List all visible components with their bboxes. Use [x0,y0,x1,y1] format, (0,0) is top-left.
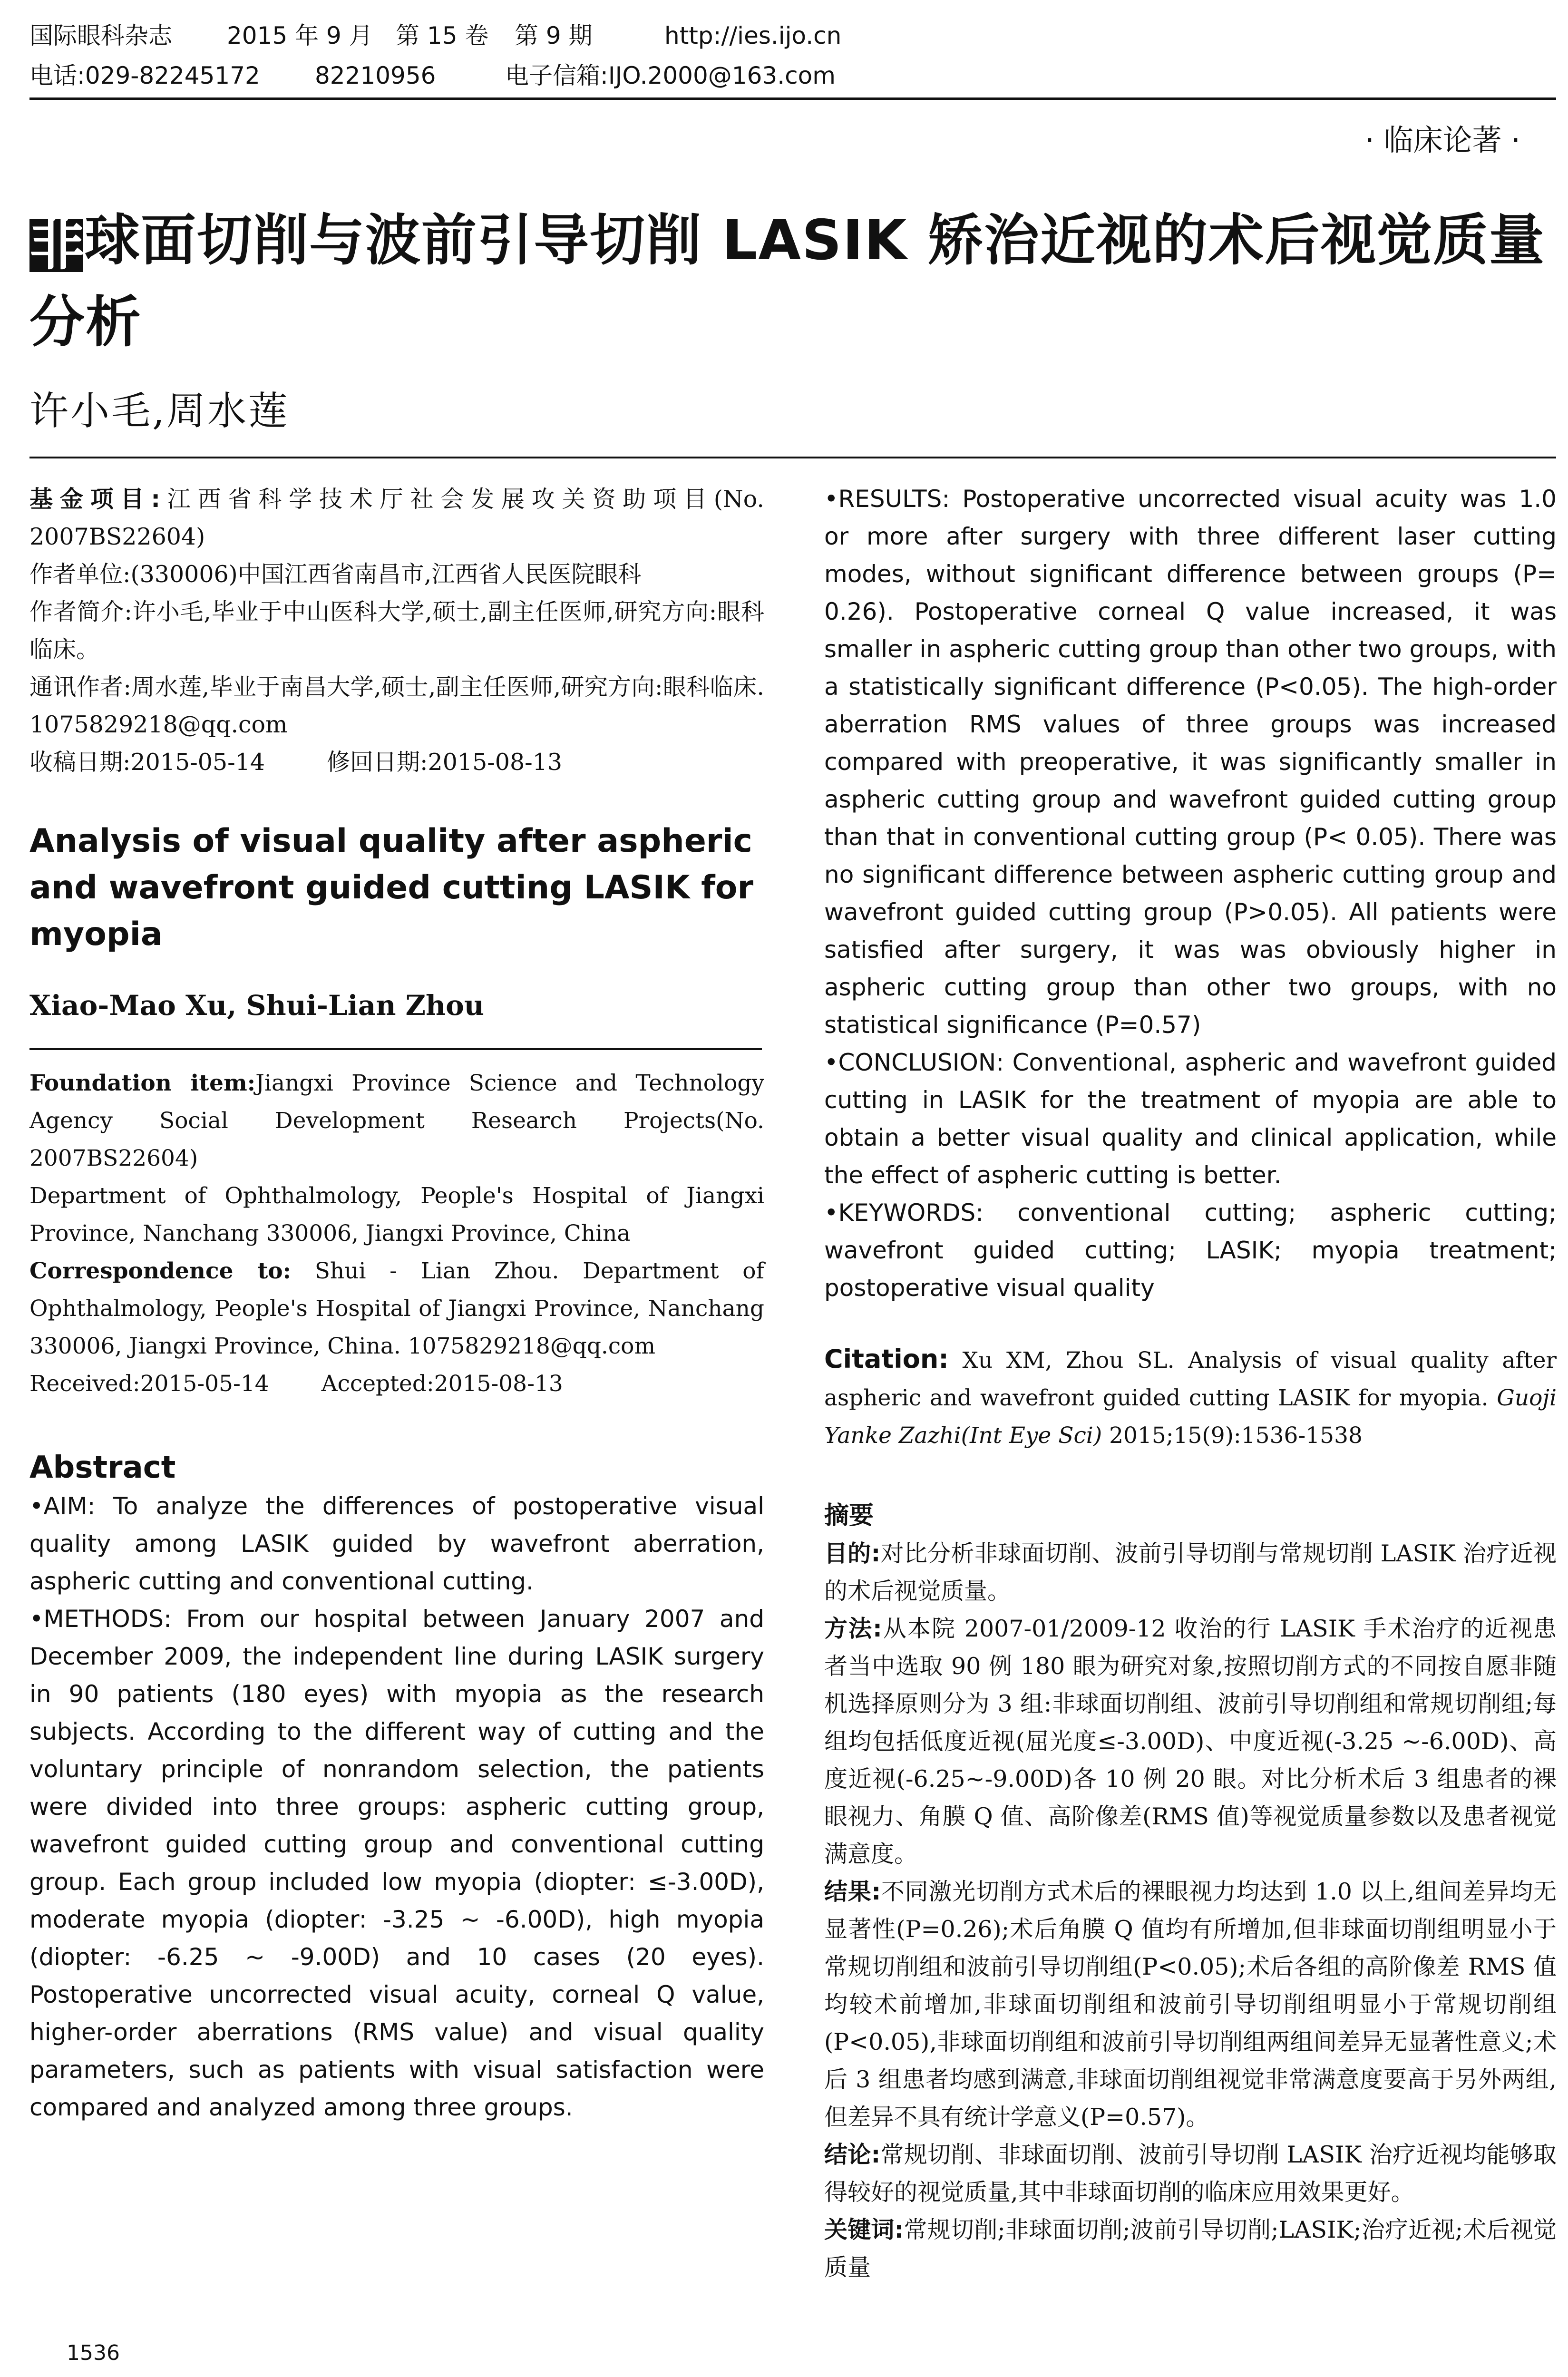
cn-conclusion-label: 结论: [824,2141,881,2168]
keywords-label: KEYWORDS: [838,1199,984,1227]
issue-date: 2015 年 9 月 [227,22,373,49]
section-label: · 临床论著 · [1365,123,1520,157]
chinese-abstract [824,1497,1557,2286]
title-text: 球面切削与波前引导切削 LASIK 矫治近视的术后视觉质量分析 [29,208,1546,354]
foundation-cn: 江西省科学技术厅社会发展攻关资助项目(No. 2007BS22604) [29,486,764,550]
right-column [824,480,1557,2286]
english-title: Analysis of visual quality after aspheric and wavefront guided cutting LASIK for myopia [29,822,753,953]
english-meta [29,1064,764,1403]
phone: 电话:029-82245172 [29,62,260,89]
cn-results-text: 不同激光切削方式术后的裸眼视力均达到 1.0 以上,组间差异均无显著性(P=0.26);术后角膜 Q 值均有所增加,但非球面切削组明显小于常规切削组和波前引导切削组(P<0.05);术后各组的高阶像差 RMS 值均较术前增加,非球面切削组和波前引导切削组明显小于常规切削组(P<0.05),非球面切削组和波前引导切削组两组间差异无显著性意义;术后 3 组患者均感到满意,非球面切削组视觉非常满意度要高于另外两组,但差异不具有统计学意义(P=0.57)。 [824,1878,1557,2131]
header-rule [29,97,1556,100]
foundation-label-en: Foundation item: [29,1070,256,1096]
journal-url: http://ies.ijo.cn [664,22,842,49]
conclusion-text: Conventional, aspheric and wavefront guided cutting in LASIK for the treatment of myopia are able to obtain a better visual quality and clinical application, while the effect of aspheric cutting is better. [824,1049,1557,1189]
english-abstract-part-2 [824,480,1557,1307]
department-en: Department of Ophthalmology, People's Hospital of Jiangxi Province, Nanchang 330006, Jiangxi Province, China [29,1183,764,1247]
issue: 第 9 期 [515,22,593,49]
title-initial-mark: 非 [29,213,86,277]
english-abstract-part-1 [29,1488,764,2126]
chinese-abstract-heading: 摘要 [824,1501,874,1530]
methods-label: METHODS: [43,1605,172,1633]
cn-aim-text: 对比分析非球面切削、波前引导切削与常规切削 LASIK 治疗近视的术后视觉质量。 [824,1540,1557,1605]
cn-methods-label: 方法: [824,1615,882,1642]
cn-methods-text: 从本院 2007-01/2009-12 收治的行 LASIK 手术治疗的近视患者当中选取 90 例 180 眼为研究对象,按照切削方式的不同按自愿非随机选择原则分为 3 组:非球面切削组、波前引导切削组和常规切削组;每组均包括低度近视(屈光度≤-3.00D)、中度近视(-3.25 ~-6.00D)、高度近视(-6.25~-9.00D)各 10 例 20 眼。对比分析术后 3 组患者的裸眼视力、角膜 Q 值、高阶像差(RMS 值)等视觉质量参数以及患者视觉满意度。 [824,1615,1557,1868]
authors-rule [29,1048,762,1050]
left-column [29,480,764,2126]
citation-journal: Guoji Yanke Zazhi(Int Eye Sci) [824,1385,1557,1449]
author-intro-cn: 作者简介:许小毛,毕业于中山医科大学,硕士,副主任医师,研究方向:眼科临床。 [29,598,764,663]
results-label: RESULTS: [838,485,950,513]
received-en: Received:2015-05-14 [29,1371,269,1397]
email: 电子信箱:IJO.2000@163.com [505,62,836,89]
citation-ref: 2015;15(9):1536-1538 [1109,1422,1363,1449]
author-unit-cn: 作者单位:(330006)中国江西省南昌市,江西省人民医院眼科 [29,561,642,588]
abstract-heading: Abstract [29,1450,176,1485]
foundation-en: Jiangxi Province Science and Technology Agency Social Development Research Projects(No. 2007BS22604) [29,1070,765,1171]
volume: 第 15 卷 [396,22,489,49]
english-authors: Xiao-Mao Xu, Shui-Lian Zhou [29,989,485,1022]
correspondence-label-en: Correspondence to: [29,1258,292,1284]
aim-text: To analyze the differences of postoperative visual quality among LASIK guided by wavefront aberration, aspheric cutting and conventional cutting. [29,1492,764,1595]
page-number: 1536 [67,2341,120,2365]
correspondence-cn: 通讯作者:周水莲,毕业于南昌大学,硕士,副主任医师,研究方向:眼科临床. 1075829218@qq.com [29,673,764,738]
keywords-text: conventional cutting; aspheric cutting; wavefront guided cutting; LASIK; myopia treatment; postoperative visual quality [824,1199,1557,1302]
citation [824,1340,1557,1454]
conclusion-label: CONCLUSION: [838,1049,1004,1076]
cn-keywords-label: 关键词: [824,2216,904,2243]
journal-name: 国际眼科杂志 [29,22,172,49]
correspondence-en: Shui - Lian Zhou. Department of Ophthalmology, People's Hospital of Jiangxi Province, Nanchang 330006, Jiangxi Province, China. 1075829218@qq.com [29,1258,764,1359]
cn-keywords-text: 常规切削;非球面切削;波前引导切削;LASIK;治疗近视;术后视觉质量 [824,2216,1557,2281]
cn-aim-label: 目的: [824,1540,881,1567]
citation-label: Citation: [824,1344,949,1374]
cn-conclusion-text: 常规切削、非球面切削、波前引导切削 LASIK 治疗近视均能够取得较好的视觉质量,其中非球面切削的临床应用效果更好。 [824,2141,1557,2206]
methods-text: From our hospital between January 2007 and December 2009, the independent line during LASIK surgery in 90 patients (180 eyes) with myopia as the research subjects. According to the different way of cutting and the voluntary principle of nonrandom selection, the patients were divided into three groups: aspheric cutting group, wavefront guided cutting group and conventional cutting group. Each group included low myopia (diopter: ≤-3.00D), moderate myopia (diopter: -3.25 ~ -6.00D), high myopia (diopter: -6.25 ~ -9.00D) and 10 cases (20 eyes). Postoperative uncorrected visual acuity, corneal Q value, higher-order aberrations (RMS value) and visual quality parameters, such as patients with visual satisfaction were compared and analyzed among three groups. [29,1605,764,2121]
revised-cn: 修回日期:2015-08-13 [327,749,563,776]
received-cn: 收稿日期:2015-05-14 [29,749,265,776]
accepted-en: Accepted:2015-08-13 [321,1371,563,1397]
foundation-label-cn: 基金项目: [29,486,160,513]
cn-results-label: 结果: [824,1878,881,1905]
aim-label: AIM: [43,1492,96,1520]
authors-chinese: 许小毛,周水莲 [29,389,290,434]
title-rule [29,457,1556,458]
article-title [29,200,1561,363]
citation-text: Xu XM, Zhou SL. Analysis of visual quality after aspheric and wavefront guided cutting LASIK for myopia. [824,1347,1557,1411]
results-text: Postoperative uncorrected visual acuity was 1.0 or more after surgery with three different laser cutting modes, without significant difference between groups (P= 0.26). Postoperative corneal Q value increased, it was smaller in aspheric cutting group than other two groups, with a statistically significant difference (P<0.05). The high-order aberration RMS values of three groups was increased compared with preoperative, it was significantly smaller in aspheric cutting group and wavefront guided cutting group than that in conventional cutting group (P< 0.05). There was no significant difference between aspheric cutting group and wavefront guided cutting group (P>0.05). All patients were satisfied after surgery, it was was obviously higher in aspheric cutting group than other two groups, with no statistical significance (P=0.57) [824,485,1557,1039]
phone-2: 82210956 [315,62,436,89]
chinese-meta [29,480,764,785]
